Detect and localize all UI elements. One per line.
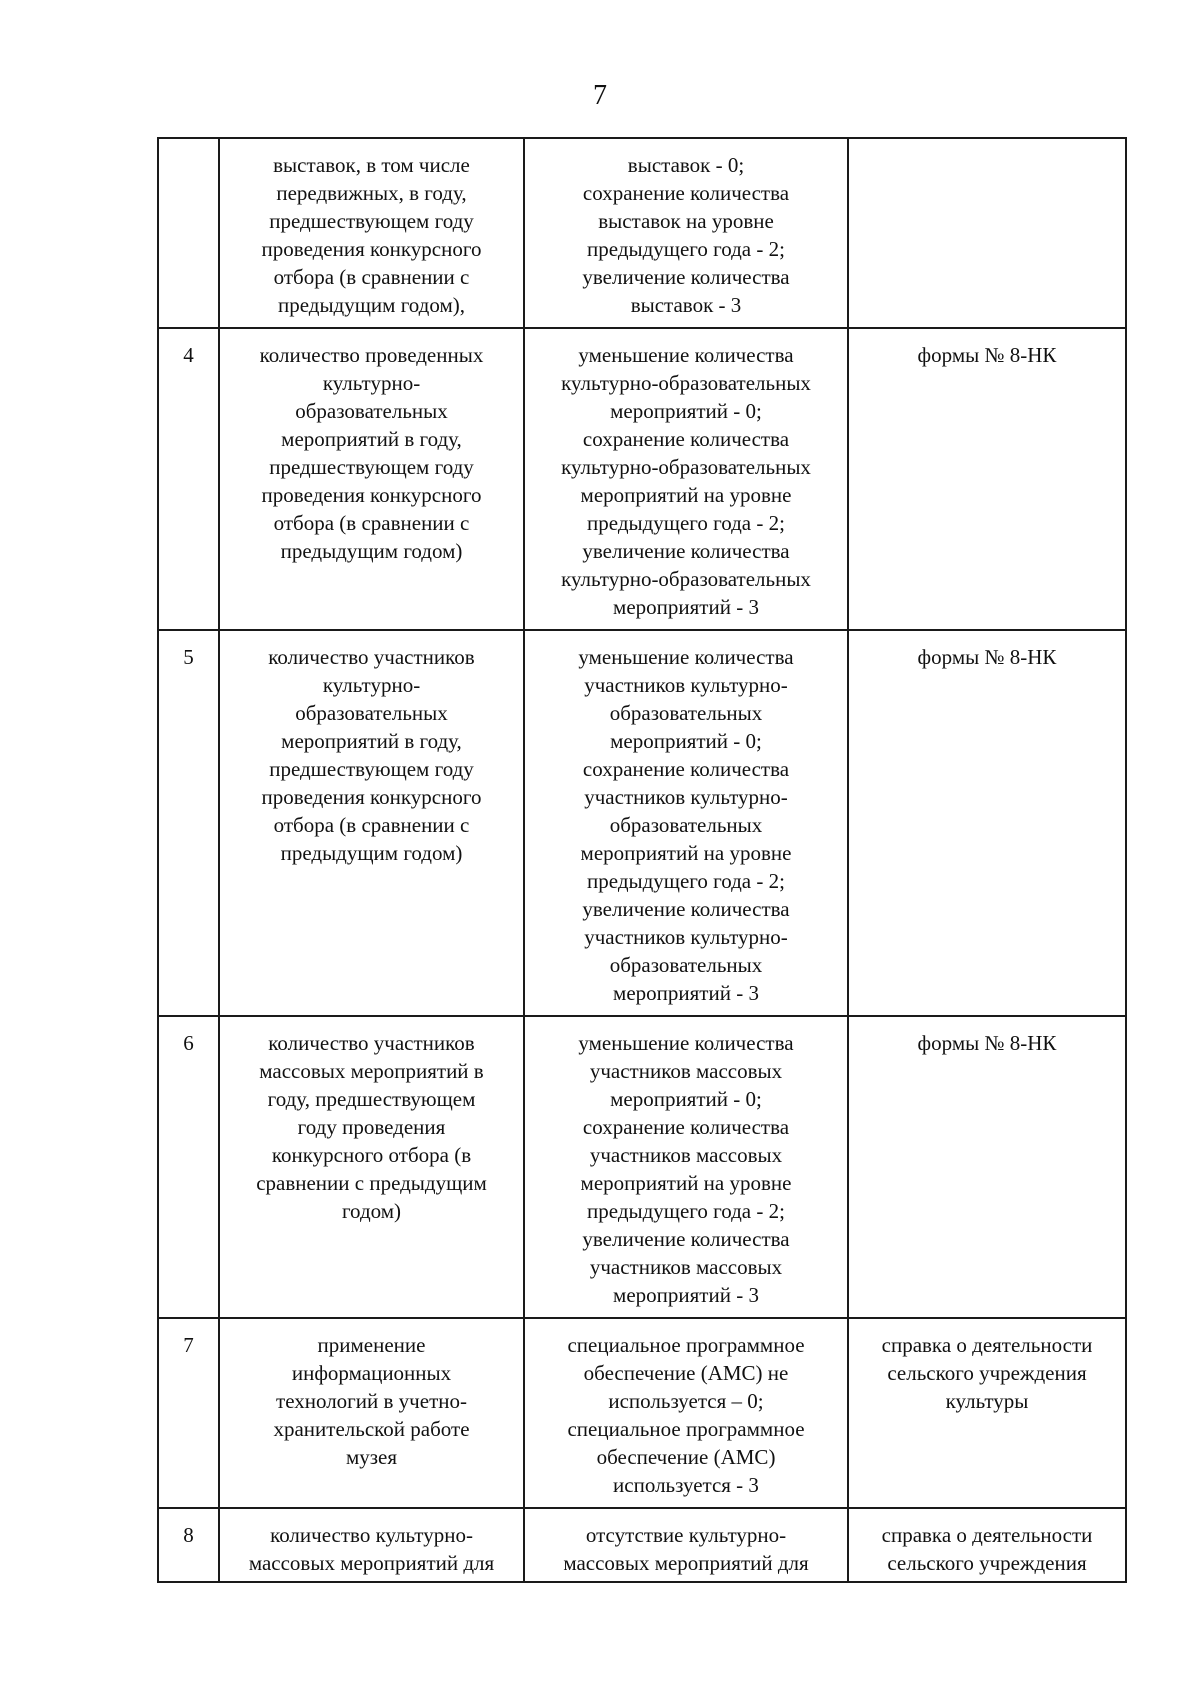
row-number-cell <box>158 1318 219 1508</box>
scoring-text: отсутствие культурно- массовых мероприятий для <box>563 1523 809 1575</box>
scoring-cell <box>524 138 848 328</box>
source-text: формы № 8-НК <box>917 645 1057 669</box>
row-number-cell <box>158 328 219 630</box>
source-text: формы № 8-НК <box>917 1031 1057 1055</box>
page-number: 7 <box>593 80 607 111</box>
scoring-text: уменьшение количества участников массовых мероприятий - 0; сохранение количества участников массовых мероприятий на уровне предыдущего года - 2; увеличение количества участников массовых мероприятий - 3 <box>578 1031 794 1307</box>
indicator-cell <box>219 1318 524 1508</box>
source-cell <box>848 328 1126 630</box>
indicator-text: количество культурно- массовых мероприятий для <box>248 1523 495 1575</box>
source-text: справка о деятельности сельского учреждения <box>881 1523 1093 1575</box>
indicator-cell <box>219 1508 524 1582</box>
row-number: 8 <box>183 1523 194 1547</box>
source-cell <box>848 1508 1126 1582</box>
scoring-cell <box>524 630 848 1016</box>
scoring-cell <box>524 1016 848 1318</box>
row-number-cell <box>158 138 219 328</box>
scoring-cell <box>524 1508 848 1582</box>
row-number-cell <box>158 1016 219 1318</box>
row-number-cell <box>158 1508 219 1582</box>
indicator-text: количество проведенных культурно- образовательных мероприятий в году, предшествующем году проведения конкурсного отбора (в сравнении с предыдущим годом) <box>259 343 484 563</box>
indicator-cell <box>219 1016 524 1318</box>
indicator-text: количество участников культурно- образовательных мероприятий в году, предшествующем году проведения конкурсного отбора (в сравнении с предыдущим годом) <box>261 645 482 865</box>
criteria-table <box>157 137 1127 1583</box>
scoring-cell <box>524 1318 848 1508</box>
scoring-text: уменьшение количества участников культурно- образовательных мероприятий - 0; сохранение количества участников культурно- образовательных мероприятий на уровне предыдущего года - 2; увеличение количества участников культурно- образовательных мероприятий - 3 <box>578 645 794 1005</box>
table-row <box>158 1016 1126 1318</box>
source-text: формы № 8-НК <box>917 343 1057 367</box>
scoring-text: уменьшение количества культурно-образовательных мероприятий - 0; сохранение количества культурно-образовательных мероприятий на уровне предыдущего года - 2; увеличение количества культурно-образовательных мероприятий - 3 <box>561 343 811 619</box>
indicator-cell <box>219 138 524 328</box>
indicator-cell <box>219 328 524 630</box>
source-cell <box>848 138 1126 328</box>
row-number: 5 <box>183 645 194 669</box>
row-number: 4 <box>183 343 194 367</box>
table-row <box>158 1318 1126 1508</box>
scoring-text: выставок - 0; сохранение количества выставок на уровне предыдущего года - 2; увеличение количества выставок - 3 <box>582 153 790 317</box>
source-cell <box>848 630 1126 1016</box>
scoring-cell <box>524 328 848 630</box>
row-number: 7 <box>183 1333 194 1357</box>
row-number-cell <box>158 630 219 1016</box>
scoring-text: специальное программное обеспечение (АМС) не используется – 0; специальное программное обеспечение (АМС) используется - 3 <box>567 1333 805 1497</box>
source-cell <box>848 1318 1126 1508</box>
row-number: 6 <box>183 1031 194 1055</box>
source-cell <box>848 1016 1126 1318</box>
source-text: справка о деятельности сельского учреждения культуры <box>881 1333 1093 1413</box>
table-row <box>158 630 1126 1016</box>
table-row <box>158 328 1126 630</box>
table-row <box>158 1508 1126 1582</box>
table-row <box>158 138 1126 328</box>
indicator-text: применение информационных технологий в учетно- хранительской работе музея <box>273 1333 470 1469</box>
indicator-cell <box>219 630 524 1016</box>
indicator-text: выставок, в том числе передвижных, в году, предшествующем году проведения конкурсного отбора (в сравнении с предыдущим годом), <box>261 153 482 317</box>
indicator-text: количество участников массовых мероприятий в году, предшествующем году проведения конкурсного отбора (в сравнении с предыдущим годом) <box>256 1031 487 1223</box>
